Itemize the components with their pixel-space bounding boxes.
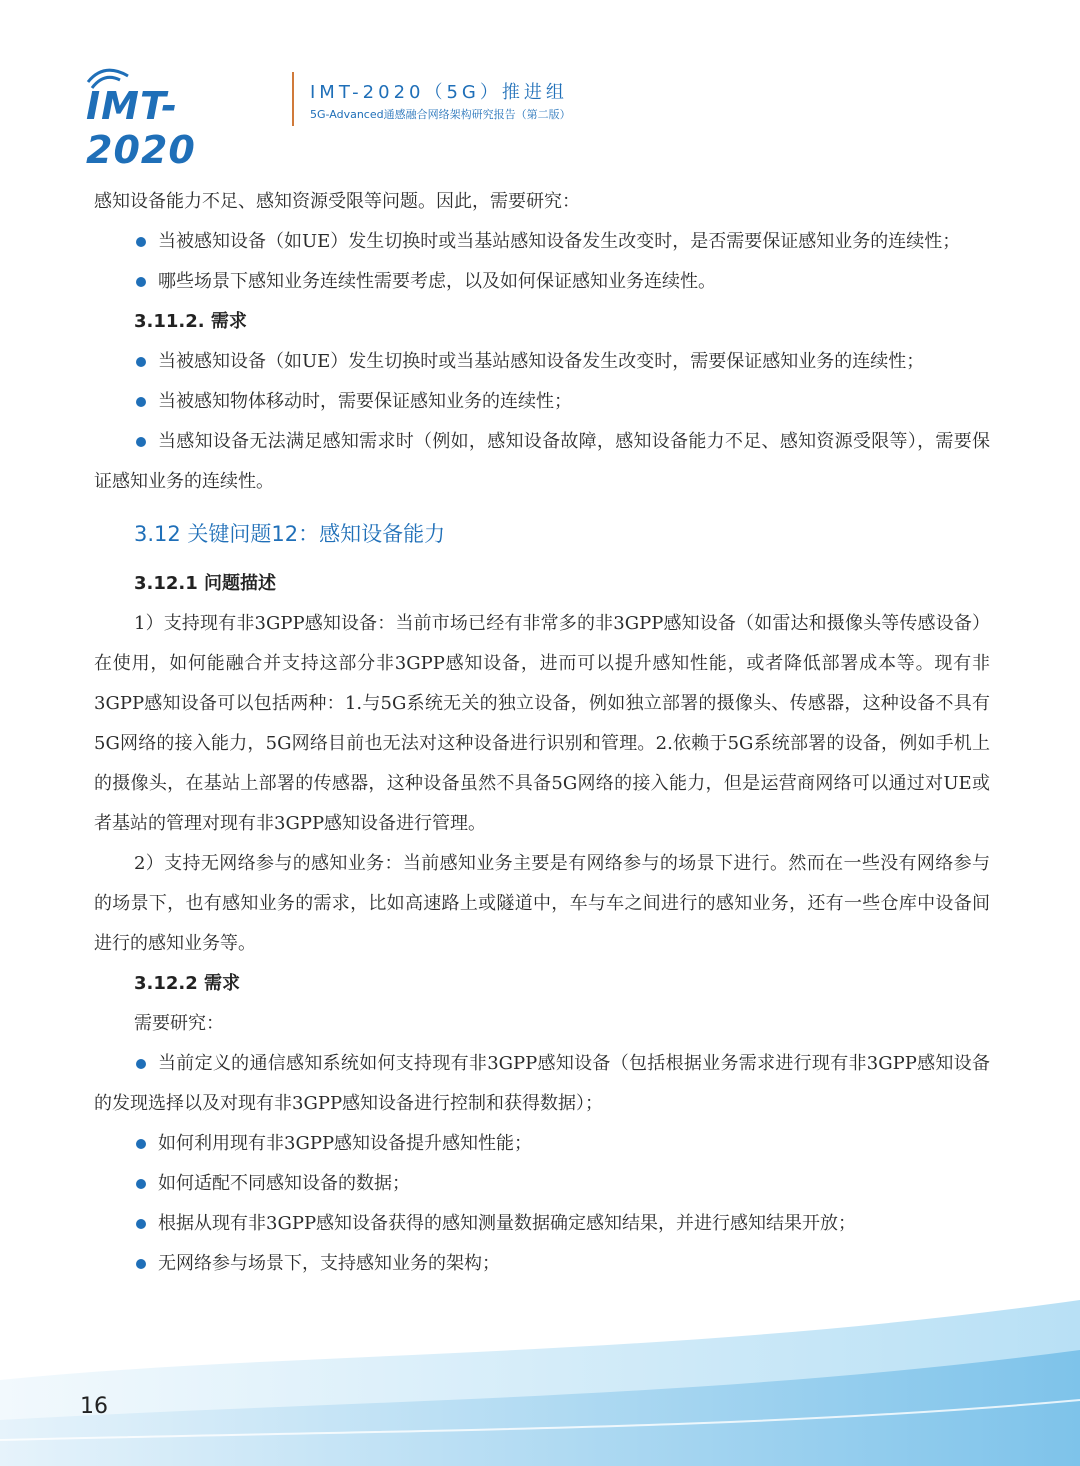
list-item-text: 当被感知物体移动时，需要保证感知业务的连续性； [158, 391, 572, 412]
intro-paragraph: 感知设备能力不足、感知资源受限等问题。因此，需要研究： [94, 191, 580, 212]
header-title: IMT-2020（5G）推进组 [310, 82, 568, 103]
bullet-icon [136, 237, 146, 247]
paragraph-2: 2）支持无网络参与的感知业务：当前感知业务主要是有网络参与的场景下进行。然而在一些没有网络参与的场景下，也有感知业务的需求，比如高速路上或隧道中，车与车之间进行的感知业务，还有一些仓库中设备间进行的感知业务等。 [94, 853, 990, 954]
bullet-icon [136, 277, 146, 287]
header-subtitle: 5G-Advanced通感融合网络架构研究报告（第二版） [310, 108, 571, 121]
list-item [94, 382, 990, 422]
list-item-text: 当被感知设备（如UE）发生切换时或当基站感知设备发生改变时，是否需要保证感知业务的连续性； [158, 231, 961, 252]
list-item [94, 1124, 990, 1164]
list-item-text: 如何适配不同感知设备的数据； [158, 1173, 410, 1194]
list-item-text: 根据从现有非3GPP感知设备获得的感知测量数据确定感知结果，并进行感知结果开放； [158, 1213, 857, 1234]
bullet-icon [136, 1139, 146, 1149]
bullet-icon [136, 437, 146, 447]
bullet-icon [136, 1059, 146, 1069]
section-heading-3-12-1: 3.12.1 问题描述 [134, 573, 277, 594]
logo-text: IMT-2020 [86, 84, 196, 172]
list-item [94, 1044, 990, 1124]
list-item [94, 222, 990, 262]
imt2020-logo [86, 66, 282, 172]
page-number: 16 [80, 1394, 108, 1419]
list-item-text: 当被感知设备（如UE）发生切换时或当基站感知设备发生改变时，需要保证感知业务的连续性； [158, 351, 925, 372]
page-header [0, 0, 1080, 172]
needs-intro: 需要研究： [134, 1013, 224, 1034]
section-heading-3-11-2: 3.11.2. 需求 [134, 311, 247, 332]
list-item [94, 342, 990, 382]
list-item-text: 哪些场景下感知业务连续性需要考虑，以及如何保证感知业务连续性。 [158, 271, 716, 292]
list-item [94, 1244, 990, 1284]
header-divider [292, 72, 294, 126]
bullet-icon [136, 1179, 146, 1189]
bullet-icon [136, 1219, 146, 1229]
bullet-icon [136, 357, 146, 367]
list-item [94, 1204, 990, 1244]
document-body [94, 182, 990, 1284]
list-item [94, 262, 990, 302]
bullet-icon [136, 397, 146, 407]
list-item [94, 422, 990, 502]
list-item-text: 无网络参与场景下，支持感知业务的架构； [158, 1253, 500, 1274]
bullet-icon [136, 1259, 146, 1269]
list-item [94, 1164, 990, 1204]
list-item-text: 当前定义的通信感知系统如何支持现有非3GPP感知设备（包括根据业务需求进行现有非3GPP感知设备的发现选择以及对现有非3GPP感知设备进行控制和获得数据）； [94, 1053, 990, 1114]
paragraph-1: 1）支持现有非3GPP感知设备：当前市场已经有非常多的非3GPP感知设备（如雷达和摄像头等传感设备）在使用，如何能融合并支持这部分非3GPP感知设备，进而可以提升感知性能，或者降低部署成本等。现有非3GPP感知设备可以包括两种：1.与5G系统无关的独立设备，例如独立部署的摄像头、传感器，这种设备不具有5G网络的接入能力，5G网络目前也无法对这种设备进行识别和管理。2.依赖于5G系统部署的设备，例如手机上的摄像头，在基站上部署的传感器，这种设备虽然不具备5G网络的接入能力，但是运营商网络可以通过对UE或者基站的管理对现有非3GPP感知设备进行管理。 [94, 613, 990, 834]
section-heading-3-12-2: 3.12.2 需求 [134, 973, 241, 994]
footer-wave-decoration [0, 1290, 1080, 1466]
list-item-text: 当感知设备无法满足感知需求时（例如，感知设备故障，感知设备能力不足、感知资源受限等），需要保证感知业务的连续性。 [94, 431, 990, 492]
list-item-text: 如何利用现有非3GPP感知设备提升感知性能； [158, 1133, 533, 1154]
section-heading-3-12: 3.12 关键问题12：感知设备能力 [134, 522, 446, 546]
